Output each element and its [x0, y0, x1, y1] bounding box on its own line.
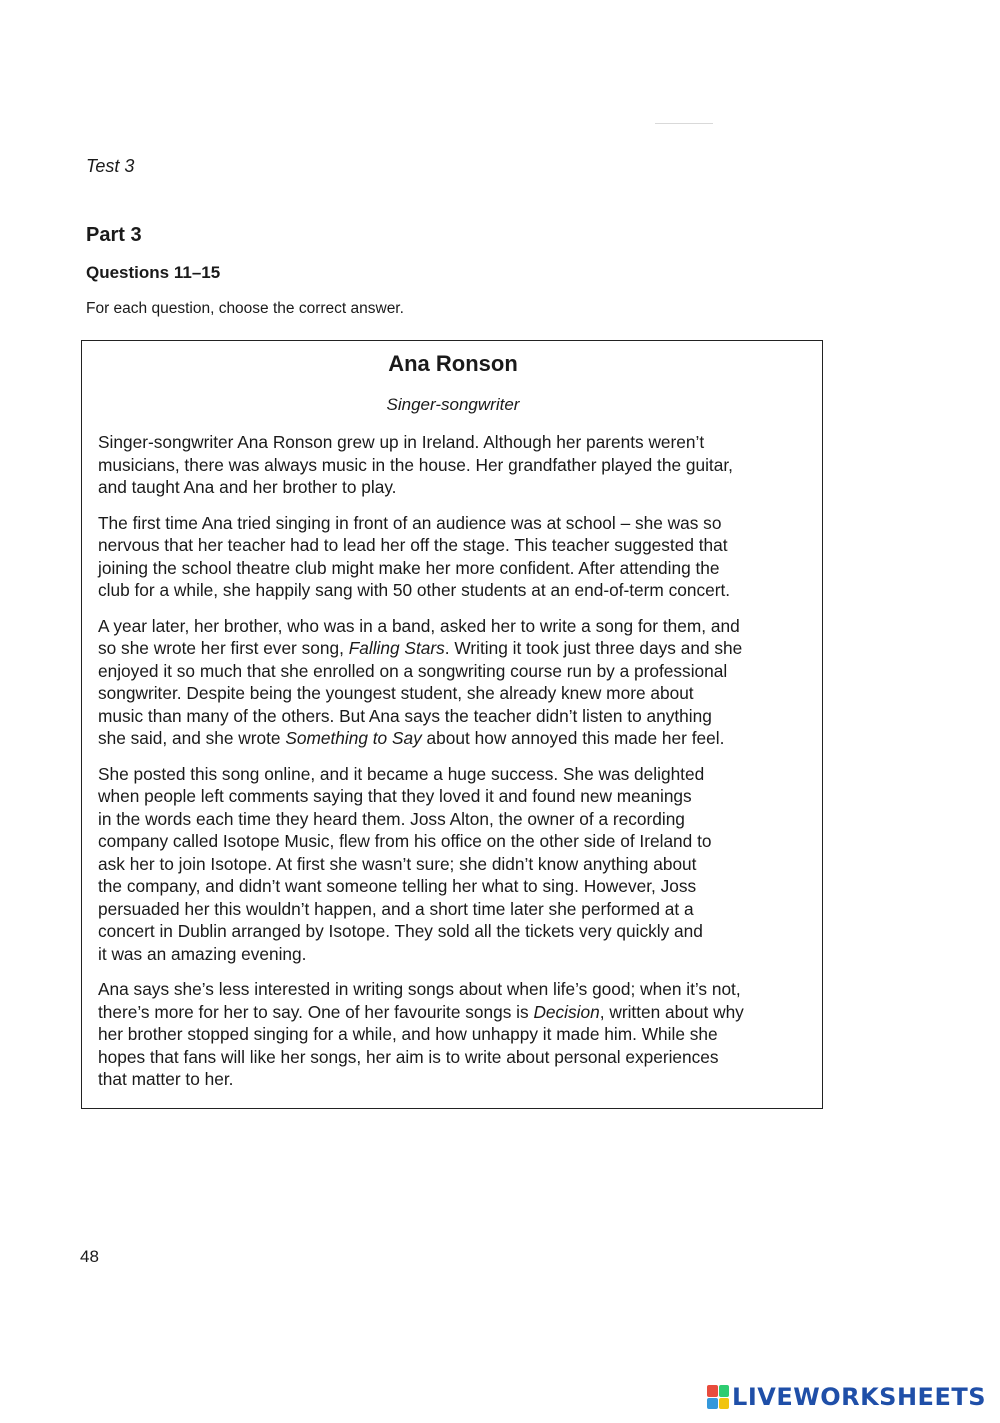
paragraph-line-part: so she wrote her first ever song, — [98, 638, 349, 658]
paragraph-line: music than many of the others. But Ana says the teacher didn’t listen to anything — [98, 705, 712, 726]
part-title: Part 3 — [86, 224, 142, 246]
paragraph-line: and taught Ana and her brother to play. — [98, 477, 397, 497]
paragraph-line-part: about how annoyed this made her feel. — [421, 728, 725, 748]
instruction-text: For each question, choose the correct answer. — [86, 300, 404, 317]
paragraph-line: songwriter. Despite being the youngest student, she already knew more about — [98, 683, 694, 703]
paragraph-line: hopes that fans will like her songs, her aim is to write about personal experiences — [98, 1046, 719, 1067]
paragraph-line: enjoyed it so much that she enrolled on a songwriting course run by a professional — [98, 660, 728, 681]
watermark-text: LIVEWORKSHEETS — [732, 1383, 986, 1411]
paragraph-line: A year later, her brother, who was in a band, asked her to write a song for them, and — [98, 615, 740, 636]
song-title-something-to-say: Something to Say — [285, 728, 422, 748]
paragraph-line-part: there’s more for her to say. One of her favourite songs is — [98, 1001, 534, 1022]
paragraph-line: joining the school theatre club might make her more confident. After attending the — [98, 557, 720, 578]
song-title-falling-stars: Falling Stars — [348, 638, 445, 658]
article-paragraph-1 — [98, 431, 808, 499]
paragraph-line-part: . Writing it took just three days and she — [444, 638, 743, 658]
article-subtitle: Singer-songwriter — [386, 395, 520, 414]
paragraph-line-part: she said, and she wrote — [98, 728, 286, 748]
paragraph-line: club for a while, she happily sang with 50 other students at an end-of-term concert. — [98, 580, 731, 600]
logo-square — [707, 1398, 718, 1410]
paragraph-line: She posted this song online, and it became a huge success. She was delighted — [98, 763, 705, 784]
article-title: Ana Ronson — [388, 351, 518, 376]
paragraph-line: Singer-songwriter Ana Ronson grew up in Ireland. Although her parents weren’t — [98, 432, 705, 452]
paragraph-line: her brother stopped singing for a while, and how unhappy it made him. While she — [98, 1024, 718, 1044]
paragraph-line-part: , written about why — [599, 1001, 744, 1022]
questions-heading: Questions 11–15 — [86, 263, 221, 282]
paragraph-line: ask her to join Isotope. At first she wasn’t sure; she didn’t know anything about — [98, 853, 697, 874]
test-label: Test 3 — [86, 156, 135, 176]
paragraph-line: the company, and didn’t want someone telling her what to sing. However, Joss — [98, 876, 697, 896]
page-number: 48 — [80, 1247, 99, 1266]
logo-square — [719, 1385, 730, 1397]
article-paragraph-5 — [98, 978, 808, 1091]
paragraph-line: company called Isotope Music, flew from his office on the other side of Ireland to — [98, 831, 712, 851]
logo-square — [707, 1385, 718, 1397]
paragraph-line: that matter to her. — [98, 1069, 234, 1089]
decorative-line — [655, 123, 713, 124]
paragraph-line: when people left comments saying that they loved it and found new meanings — [98, 786, 692, 806]
article-paragraph-3 — [98, 615, 808, 750]
article-paragraph-2 — [98, 512, 808, 602]
paragraph-line: The first time Ana tried singing in front of an audience was at school – she was so — [98, 512, 722, 533]
song-title-decision: Decision — [533, 1001, 600, 1022]
paragraph-line: Ana says she’s less interested in writing songs about when life’s good; when it’s not, — [98, 979, 741, 999]
paragraph-line: it was an amazing evening. — [98, 943, 307, 964]
liveworksheets-watermark — [707, 1383, 986, 1411]
liveworksheets-logo-icon — [707, 1385, 729, 1409]
paragraph-line: musicians, there was always music in the house. Her grandfather played the guitar, — [98, 454, 733, 475]
article-paragraph-4 — [98, 763, 808, 966]
paragraph-line: concert in Dublin arranged by Isotope. They sold all the tickets very quickly and — [98, 921, 703, 941]
article-box — [81, 340, 823, 1109]
paragraph-line: in the words each time they heard them. Joss Alton, the owner of a recording — [98, 808, 685, 829]
paragraph-line: persuaded her this wouldn’t happen, and a short time later she performed at a — [98, 898, 694, 919]
paragraph-line: nervous that her teacher had to lead her off the stage. This teacher suggested that — [98, 535, 728, 555]
logo-square — [719, 1398, 730, 1410]
